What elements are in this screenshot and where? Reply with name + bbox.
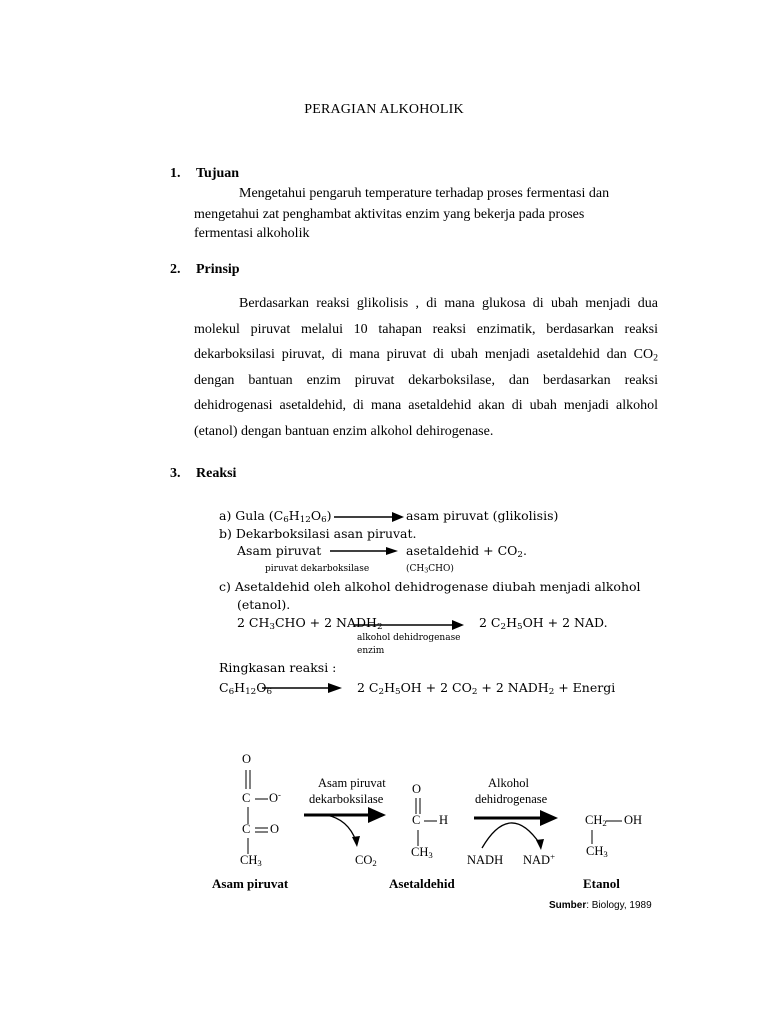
reaction-c-title: c) Asetaldehid oleh alkohol dehidrogenase diubah menjadi alkohol xyxy=(219,579,641,594)
ethanol-ch3: $CH_3$ xyxy=(586,844,608,860)
label-asam-piruvat: Asam piruvat xyxy=(212,876,289,891)
section-number: 1. xyxy=(170,166,181,181)
section-reaksi-heading xyxy=(170,466,236,482)
page-title: PERAGIAN ALKOHOLIK xyxy=(304,102,464,117)
enzyme2-label-line2: dehidrogenase xyxy=(475,792,548,806)
nad-label: NAD+ xyxy=(523,851,556,867)
arrow-summary-icon xyxy=(258,672,348,702)
pyruvate-c1: C xyxy=(242,791,251,805)
reaction-c-enzyme-2: enzim xyxy=(357,646,385,656)
decarboxylase-arrow-icon xyxy=(300,805,390,855)
nadh-label: NADH xyxy=(467,853,504,867)
prinsip-text-a: Berdasarkan reaksi glikolisis , di mana glukosa di ubah menjadi dua molekul piruvat melalui 10 tahapan reaksi enzimatik, berdasarkan reaksi dekarboksilasi piruvat, di mana piruvat di ubah menjadi asetaldehid dan CO xyxy=(194,296,658,362)
enzyme1-label-line1: Asam piruvat xyxy=(318,776,386,790)
section-title: Prinsip xyxy=(196,262,240,277)
enzyme1-label-line2: dekarboksilase xyxy=(309,792,384,806)
ethanol-ch2: $CH_2$ xyxy=(585,813,607,829)
section-number: 2. xyxy=(170,262,181,277)
reaction-b-enzyme: piruvat dekarboksilase xyxy=(265,564,370,574)
reaction-a-reactant: a) Gula $(C_6H_{12}O_6)$ xyxy=(219,508,332,526)
source-citation: Sumber: Biology, 1989 xyxy=(549,900,652,911)
pyruvate-ch3: $CH_3$ xyxy=(240,853,262,869)
reaction-c-title-2: (etanol). xyxy=(237,597,291,612)
double-bond-icon xyxy=(240,768,260,792)
label-asetaldehid: Asetaldehid xyxy=(389,876,455,891)
reaction-c-enzyme: alkohol dehidrogenase xyxy=(357,633,461,643)
section-prinsip-heading xyxy=(170,262,240,278)
reaction-c-reactant: 2 $CH_3CHO + 2$ $NADH_2$ xyxy=(237,615,383,633)
aldehyde-ch3: $CH_3$ xyxy=(411,845,433,861)
pyruvate-c2: C xyxy=(242,822,251,836)
reaction-a-product: asam piruvat (glikolisis) xyxy=(406,508,559,523)
arrow-c-icon xyxy=(352,608,472,638)
reaction-b-product: asetaldehid + $CO_2$. xyxy=(406,543,527,561)
reaction-b-title: b) Dekarboksilasi asan piruvat. xyxy=(219,526,417,541)
prinsip-paragraph xyxy=(194,291,658,444)
co2-label: $CO_2$ xyxy=(355,853,377,869)
section-number: 3. xyxy=(170,466,181,481)
arrow-a-icon xyxy=(330,500,410,530)
reaction-b-formula: $(CH_3CHO)$ xyxy=(406,564,454,575)
tujuan-line-2: mengetahui zat penghambat aktivitas enzim yang bekerja pada proses xyxy=(194,207,585,222)
tujuan-line-1: Mengetahui pengaruh temperature terhadap proses fermentasi dan xyxy=(239,186,610,201)
pyruvate-o2: O xyxy=(270,822,280,836)
reaction-b-reactant: Asam piruvat xyxy=(237,543,322,558)
aldehyde-c: C xyxy=(412,813,421,827)
section-tujuan-heading xyxy=(170,166,239,182)
pyruvate-o-top: O xyxy=(242,752,252,766)
reaction-c-product: 2 $C_2H_5OH + 2$ NAD. xyxy=(479,615,608,633)
ethanol-oh: OH xyxy=(624,813,643,827)
section-title: Tujuan xyxy=(196,166,240,181)
single-bond-icon xyxy=(421,813,441,829)
summary-product: 2 $C_2H_5OH + 2$ $CO_2 + 2$ $NADH_2$ + Energi xyxy=(357,680,616,698)
label-etanol: Etanol xyxy=(583,876,620,891)
pyruvate-o-minus: O- xyxy=(269,789,281,805)
tujuan-line-3: fermentasi alkoholik xyxy=(194,226,310,241)
single-bond-icon xyxy=(603,813,625,829)
section-title: Reaksi xyxy=(196,466,237,481)
dehydrogenase-arrow-icon xyxy=(470,800,565,855)
aldehyde-h: H xyxy=(439,813,449,827)
aldehyde-o: O xyxy=(412,782,422,796)
summary-reactant: $C_6H_{12}O_6$ xyxy=(219,680,273,698)
prinsip-text-sub: 2 xyxy=(653,352,658,364)
enzyme2-label-line1: Alkohol xyxy=(488,776,529,790)
prinsip-text-b: dengan bantuan enzim piruvat dekarboksilase, dan berdasarkan reaksi dehidrogenasi asetaldehid, di mana asetaldehid akan di ubah menjadi alkohol (etanol) dengan bantuan enzim alkohol dehirogenase. xyxy=(194,372,658,439)
summary-label: Ringkasan reaksi : xyxy=(219,660,337,675)
arrow-b-icon xyxy=(326,538,406,568)
